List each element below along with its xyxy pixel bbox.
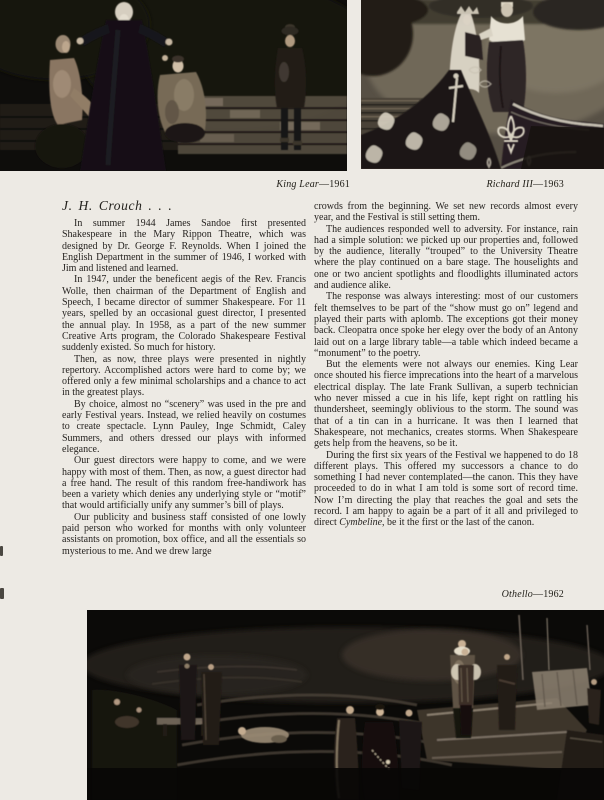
paragraph: Then, as now, three plays were presented in nightly repertory. Accomplished actors were hard to come by; we offered only a few minimal scholarships and a chance to act in the greatest plays.: [62, 353, 306, 399]
king-lear-caption-title: King Lear: [276, 179, 319, 190]
richard-iii-scene: [361, 0, 604, 169]
paragraph: In summer 1944 James Sandoe first presented Shakespeare in the Mary Rippon Theatre, which was designed by Dr. George F. Reynolds. When I joined the English Department in the summer of 1946, I worked with Jim and listened and learned.: [62, 218, 306, 275]
article-column-left: [62, 218, 306, 557]
article-heading: J. H. Crouch . . .: [62, 198, 173, 213]
paragraph: In 1947, under the beneficent aegis of the Rev. Francis Wolle, then chairman of the Department of English and Speech, I became director of summer Shakespeare. For 11 years, spelled by an occasional guest director, I presented the annual play. In 1958, as a part of the new summer Creative Arts program, the Colorado Shakespeare Festival suddenly existed. So much for history.: [62, 274, 306, 354]
paragraph: [314, 450, 578, 529]
paragraph: The response was always interesting: most of our customers felt themselves to be part of the “show must go on” legend and played their parts with aplomb. The exceptions got their money back. Cleopatra once spoke her elegy over the body of an Antony laid out on a large library table—a table which indeed became a “monument” to the poetry.: [314, 291, 578, 359]
play-title-cymbeline: Cymbeline: [339, 517, 383, 529]
othello-photo: [87, 610, 604, 800]
paragraph: The audiences responded well to adversity. For instance, rain had a simple solution: we picked up our properties and, followed by the audience, literally “trouped” to the University Theatre where the play continued on a bare stage. The houselights and one or two ancient spotlights and floodlights illuminated actors and audience alike.: [314, 223, 578, 292]
king-lear-caption-year: —1961: [319, 179, 350, 190]
foreground-shadow: [87, 768, 604, 800]
richard-iii-caption: [374, 179, 564, 190]
richard-iii-caption-title: Richard III: [486, 179, 533, 190]
paragraph: Our guest directors were happy to come, and we were happy with most of them. Then, as now, a guest director had a free hand. The result of this random free-handiwork has been a variety which denies any underlying style or “motif” that would artificially unify any summer’s bill of plays.: [62, 455, 306, 512]
scan-artifact: [0, 588, 4, 599]
scan-artifact: [0, 546, 3, 556]
king-lear-scene: [0, 0, 347, 171]
othello-scene: [87, 610, 604, 800]
paragraph: But the elements were not always our enemies. King Lear once shouted his fierce imprecations into the heart of a marvelous electrical display. The late Frank Sullivan, a superb technician who never missed a cue in his life, kept right on rattling his thundersheet, seemingly oblivious to the storm. The sound was that of a tin can in a hurricane. It was then I learned that Shakespeare, not mechanics, creates storms. When Shakespeare gets help from the heavens, so be it.: [314, 359, 578, 450]
paragraph-text: During the first six years of the Festival we happened to do 18 different plays. This offered my successors a chance to do something I had never contemplated—the canon. This they have proceeded to do in what I am told is some sort of record time. Now I’m directing the play that reaches the goal and sets the record. I am happy to again be a part of it all and privileged to direct: [314, 449, 578, 529]
paragraph: crowds from the beginning. We set new records almost every year, and the Festival is still setting them.: [314, 201, 578, 224]
othello-caption-title: Othello: [501, 589, 533, 600]
richard-iii-caption-year: —1963: [533, 179, 564, 190]
othello-caption: [374, 589, 564, 600]
king-lear-photo: [0, 0, 347, 171]
richard-iii-photo: [361, 0, 604, 169]
paragraph-text: , be it the first or the last of the canon.: [382, 517, 535, 529]
platform-shadow: [521, 126, 604, 169]
othello-caption-year: —1962: [533, 589, 564, 600]
paragraph: By choice, almost no “scenery” was used in the pre and early Festival years. Instead, we relied heavily on costumes to create spectacle. Lynn Pauley, Inge Schmidt, Caley Summers, and others dressed our plays with informed elegance.: [62, 398, 306, 455]
article-column-right: [314, 201, 578, 529]
paragraph: Our publicity and business staff consisted of one lowly paid person who worked for months with only volunteer assistants on promotion, box office, and all the essentials so mysterious to me. And we drew large: [62, 511, 306, 557]
king-lear-caption: [160, 179, 350, 190]
